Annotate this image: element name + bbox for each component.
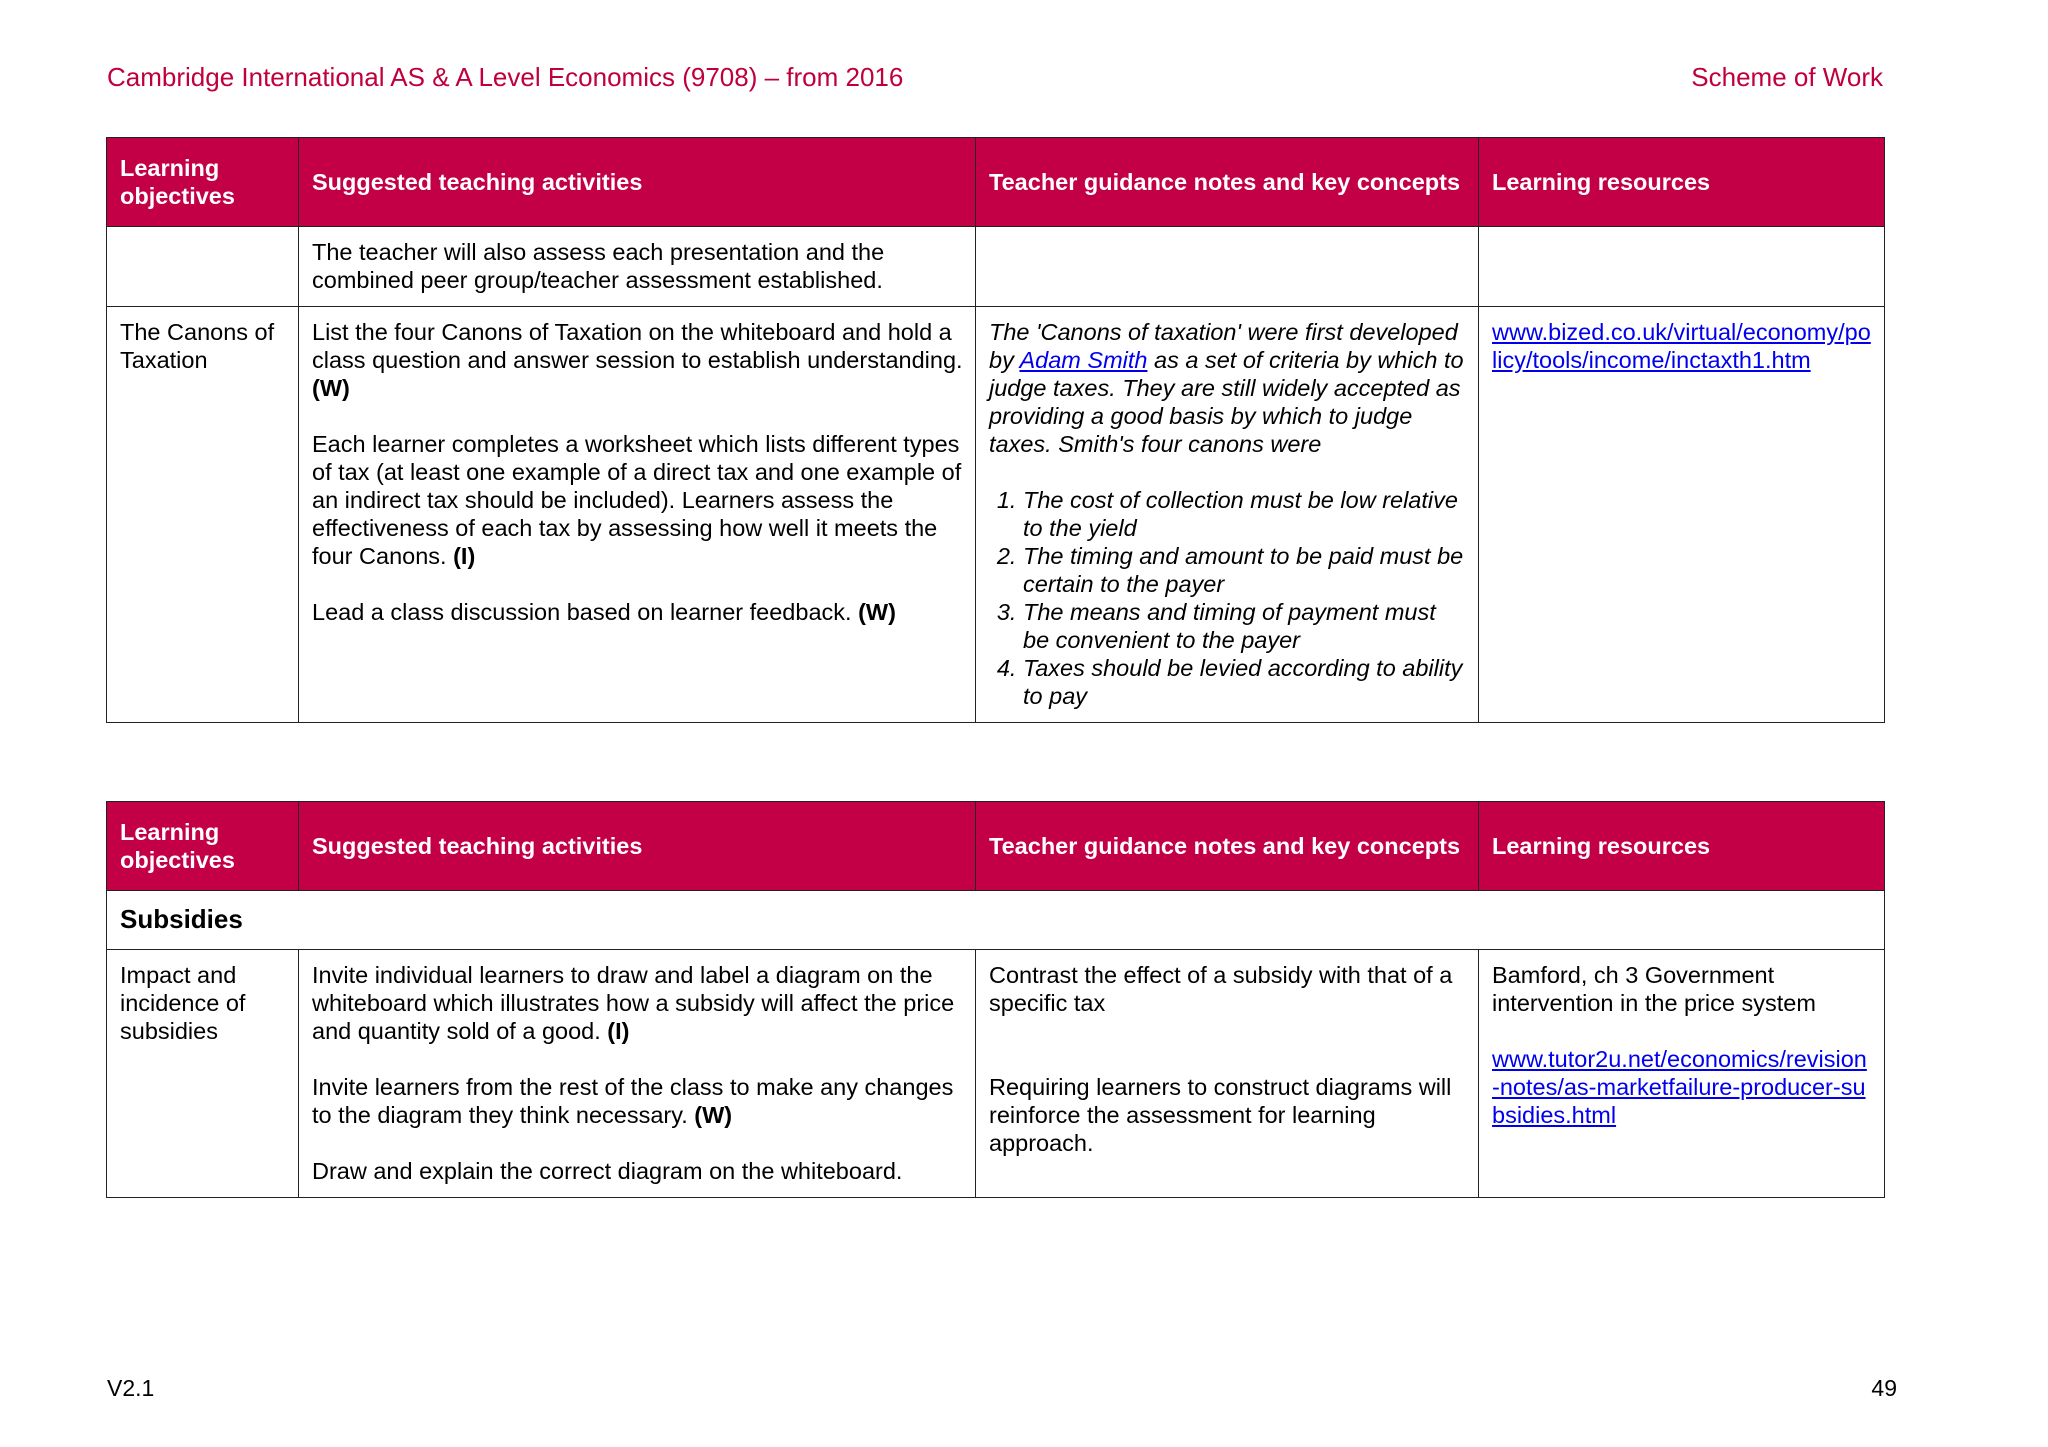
scheme-table-subsidies	[106, 801, 1885, 1198]
col-header-resources: Learning resources	[1479, 802, 1885, 891]
col-header-guidance: Teacher guidance notes and key concepts	[976, 802, 1479, 891]
guidance-paragraph: Contrast the effect of a subsidy with that of a specific tax	[989, 962, 1453, 1016]
resources-cell	[1479, 950, 1885, 1198]
objective-cell: The Canons of Taxation	[107, 307, 299, 723]
activity-paragraph: Invite individual learners to draw and label a diagram on the whiteboard which illustrates how a subsidy will affect the price and quantity sold of a good. (I)	[312, 962, 955, 1044]
resources-cell	[1479, 227, 1885, 307]
activity-tag: (W)	[312, 375, 350, 401]
activity-paragraph: List the four Canons of Taxation on the whiteboard and hold a class question and answer session to establish understanding. (W)	[312, 319, 963, 401]
activity-tag: (I)	[607, 1018, 630, 1044]
activities-cell: The teacher will also assess each presentation and the combined peer group/teacher assessment established.	[299, 227, 976, 307]
list-item: 3. The means and timing of payment must be convenient to the payer	[1023, 598, 1466, 654]
guidance-paragraph: Requiring learners to construct diagrams will reinforce the assessment for learning approach.	[989, 1074, 1452, 1156]
activity-paragraph: Invite learners from the rest of the class to make any changes to the diagram they think necessary. (W)	[312, 1074, 954, 1128]
col-header-activities: Suggested teaching activities	[299, 802, 976, 891]
objective-cell: Impact and incidence of subsidies	[107, 950, 299, 1198]
activities-cell	[299, 307, 976, 723]
table-row	[107, 950, 1885, 1198]
activity-paragraph: Each learner completes a worksheet which lists different types of tax (at least one example of a direct tax and one example of an indirect tax should be included). Learners assess the effectiveness of each tax by assessing how well it meets the four Canons. (I)	[312, 431, 962, 569]
list-item: 2. The timing and amount to be paid must be certain to the payer	[1023, 542, 1466, 598]
guidance-paragraph: The 'Canons of taxation' were first developed by Adam Smith as a set of criteria by which to judge taxes. They are still widely accepted as providing a good basis by which to judge taxes. Smith's four canons were	[989, 319, 1464, 457]
resource-text: Bamford, ch 3 Government intervention in the price system	[1492, 962, 1816, 1016]
objective-cell	[107, 227, 299, 307]
bized-resource-link[interactable]: www.bized.co.uk/virtual/economy/policy/tools/income/inctaxth1.htm	[1492, 319, 1871, 373]
page-header	[107, 62, 1883, 96]
list-item: 4. Taxes should be levied according to ability to pay	[1023, 654, 1466, 710]
activities-cell	[299, 950, 976, 1198]
document-type: Scheme of Work	[1691, 62, 1883, 92]
col-header-resources: Learning resources	[1479, 138, 1885, 227]
canons-list	[989, 486, 1466, 710]
table-row	[107, 307, 1885, 723]
col-header-objectives: Learning objectives	[107, 802, 299, 891]
section-row	[107, 891, 1885, 950]
tutor2u-resource-link[interactable]: www.tutor2u.net/economics/revision-notes/as-marketfailure-producer-subsidies.html	[1492, 1046, 1867, 1128]
col-header-objectives: Learning objectives	[107, 138, 299, 227]
section-title: Subsidies	[107, 891, 1885, 950]
activity-paragraph: Lead a class discussion based on learner feedback. (W)	[312, 599, 896, 625]
guidance-cell	[976, 950, 1479, 1198]
activity-tag: (I)	[453, 543, 476, 569]
version-label: V2.1	[107, 1375, 155, 1401]
adam-smith-link[interactable]: Adam Smith	[1019, 347, 1148, 373]
scheme-table-taxation	[106, 137, 1885, 723]
table-header-row	[107, 802, 1885, 891]
activity-tag: (W)	[694, 1102, 733, 1128]
col-header-guidance: Teacher guidance notes and key concepts	[976, 138, 1479, 227]
table-row	[107, 227, 1885, 307]
list-item: 1. The cost of collection must be low relative to the yield	[1023, 486, 1466, 542]
guidance-cell	[976, 227, 1479, 307]
guidance-cell	[976, 307, 1479, 723]
table-header-row	[107, 138, 1885, 227]
document-title: Cambridge International AS & A Level Economics (9708) – from 2016	[107, 62, 904, 92]
activity-tag: (W)	[858, 599, 896, 625]
page-number: 49	[1871, 1375, 1897, 1401]
resources-cell	[1479, 307, 1885, 723]
activity-paragraph: Draw and explain the correct diagram on the whiteboard.	[312, 1158, 903, 1184]
col-header-activities: Suggested teaching activities	[299, 138, 976, 227]
